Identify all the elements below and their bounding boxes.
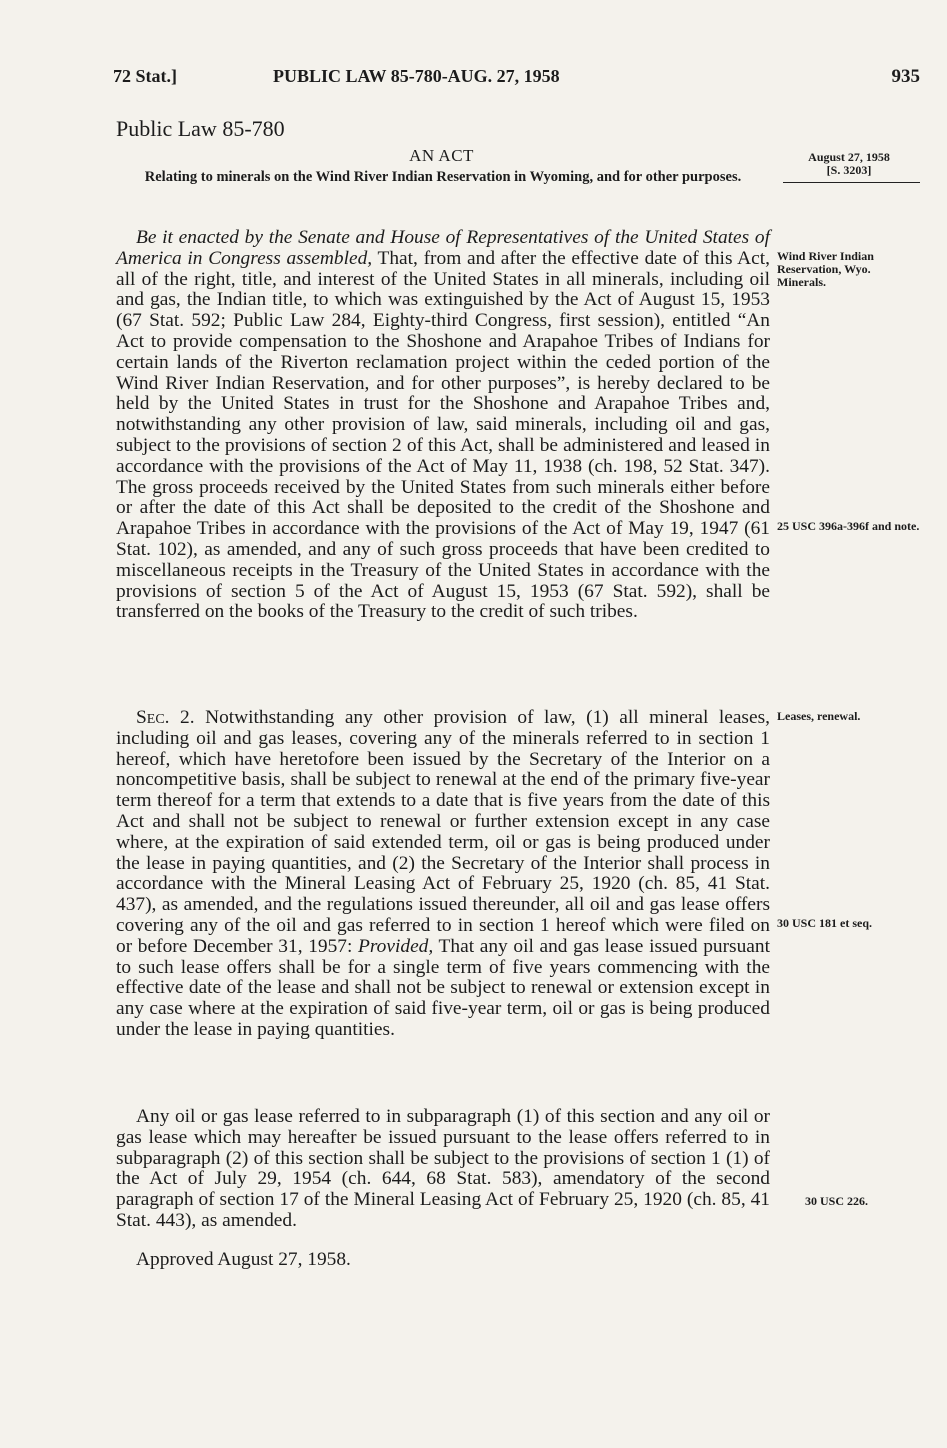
- paragraph-3-text: Any oil or gas lease referred to in subparagraph (1) of this section and any oil or gas lease which may hereafter be issued pursuant to the lease offers referred to in subparagraph (2) of this section shall be subject to the provisions of section 1 (1) of the Act of July 29, 1954 (ch. 644, 68 Stat. 583), amendatory of the second paragraph of section 17 of the Mineral Leasing Act of February 25, 1920 (ch. 85, 41 Stat. 443), as amended.: [116, 1106, 770, 1231]
- section-2-paragraph: [116, 708, 770, 1041]
- margin-note-cite-3: 30 USC 226.: [805, 1194, 869, 1208]
- section-2-label: Sec. 2.: [136, 707, 195, 728]
- act-subtitle: Relating to minerals on the Wind River Indian Reservation in Wyoming, and for other purposes.: [144, 169, 742, 185]
- margin-divider: [783, 182, 920, 183]
- enactment-date: August 27, 1958: [808, 150, 890, 164]
- header-volume: 72 Stat.]: [113, 66, 177, 86]
- bill-number: [S. 3203]: [826, 163, 872, 177]
- margin-note-date: [782, 151, 916, 177]
- section-2-text-b: That any oil and gas lease issued pursuant to such lease offers shall be for a single term of five years commencing with the effective date of the lease and shall not be subject to renewal or extension except in any case where at the expiration of said five-year term, oil or gas is being produced under the lease in paying quantities.: [116, 935, 770, 1040]
- margin-note-cite-2: 30 USC 181 et seq.: [777, 916, 872, 930]
- running-header: [113, 66, 920, 90]
- act-heading: AN ACT: [409, 146, 474, 165]
- public-law-title: Public Law 85-780: [116, 116, 285, 141]
- enacting-clause: Be it enacted by the Senate and House of Representatives of the United States of America in Congress assembled,: [116, 227, 770, 269]
- section-1-text: That, from and after the effective date of this Act, all of the right, title, and interest of the United States in all minerals, including oil and gas, the Indian title, to which was extinguished by the Act of August 15, 1953 (67 Stat. 592; Public Law 284, Eighty-third Congress, first session), entitled “An Act to provide compensation to the Shoshone and Arapahoe Tribes of Indians for certain lands of the Riverton reclamation project within the ceded portion of the Wind River Indian Reservation, and for other purposes”, is hereby declared to be held by the United States in trust for the Shoshone and Arapahoe Tribes and, notwithstanding any other provision of law, said minerals, including oil and gas, subject to the provisions of section 2 of this Act, shall be administered and leased in accordance with the provisions of the Act of May 11, 1938 (ch. 198, 52 Stat. 347). The gross proceeds received by the United States from such minerals either before or after the date of this Act shall be deposited to the credit of the Shoshone and Arapahoe Tribes in accordance with the provisions of the Act of May 19, 1947 (61 Stat. 102), as amended, and any of such gross proceeds that have been credited to miscellaneous receipts in the Treasury of the United States in accordance with the provisions of section 5 of the Act of August 15, 1953 (67 Stat. 592), shall be transferred on the books of the Treasury to the credit of such tribes.: [116, 247, 770, 623]
- margin-note-topic: Wind River Indian Reservation, Wyo. Minerals.: [777, 249, 874, 289]
- proviso-label: Provided,: [358, 935, 434, 957]
- margin-note-leases: Leases, renewal.: [777, 709, 861, 723]
- approval-line: Approved August 27, 1958.: [136, 1249, 351, 1270]
- margin-note-cite-1: 25 USC 396a-396f and note.: [777, 519, 920, 533]
- section-1-paragraph: [116, 228, 770, 623]
- section-2-paragraph-3: [116, 1107, 770, 1232]
- section-2-text-a: Notwithstanding any other provision of law, (1) all mineral leases, including oil and gas leases, covering any of the minerals referred to in section 1 hereof, which have heretofore been issued by the Secretary of the Interior on a noncompetitive basis, shall be subject to renewal at the end of the primary five-year term thereof for a term that extends to a date that is five years from the date of this Act and shall not be subject to renewal or further extension except in any case where, at the expiration of said extended term, oil or gas is being produced under the lease in paying quantities, and (2) the Secretary of the Interior shall process in accordance with the Mineral Leasing Act of February 25, 1920 (ch. 85, 41 Stat. 437), as amended, and the regulations issued thereunder, all oil and gas lease offers covering any of the oil and gas referred to in section 1 hereof which were filed on or before December 31, 1957:: [116, 707, 770, 957]
- page-number: 935: [891, 66, 920, 87]
- header-law-citation: PUBLIC LAW 85-780-AUG. 27, 1958: [273, 66, 560, 86]
